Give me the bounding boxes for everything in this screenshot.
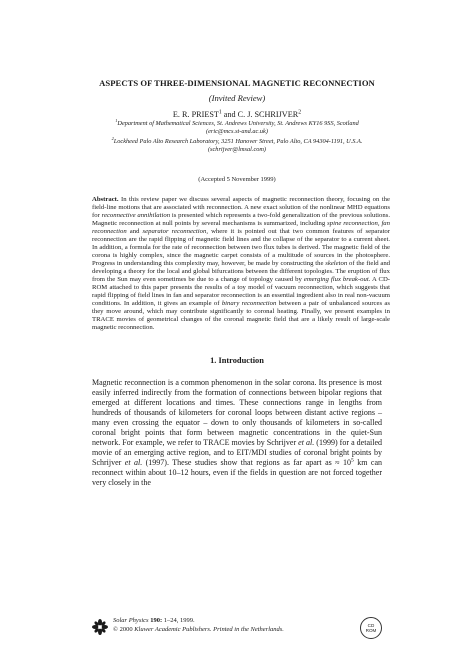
abstract-text: between a pair of unbalanced sources as they move around, which may contribute significantly to coronal heating. Finally, we present examples in TRACE movies of geometrical changes of the coronal magnetic field that are a likely result of large-scale magnetic reconnection. bbox=[92, 300, 391, 331]
publisher-name: Kluwer Academic Publishers. Printed in the Netherlands. bbox=[134, 625, 284, 633]
affiliation-2 bbox=[0, 135, 474, 146]
abstract-text: is presented which represents a two-fold generalization of the previous solutions. Magnetic reconnection at null points by several mechanisms is summarized, including bbox=[92, 212, 390, 227]
body-text: (1997). These studies show that regions as far apart as ≈ 10 bbox=[142, 458, 351, 467]
publication-info bbox=[113, 617, 284, 634]
abstract-text: . A CD-ROM attached to this paper presents the results of a toy model of vacuum reconnection, which suggests that rapid flipping of field lines in fan and separator reconnection is an essential ingredient also in real non-vacuum conditions. In addition, it gives an example of bbox=[92, 276, 390, 307]
abstract-label: Abstract. bbox=[92, 196, 119, 203]
exponent: 5 bbox=[351, 457, 354, 464]
affiliation-text: Department of Mathematical Sciences, St. Andrews University, St. Andrews KY16 9SS, Scotland bbox=[117, 120, 359, 127]
abstract-emphasis: separator reconnection bbox=[142, 228, 207, 235]
abstract-text: and bbox=[126, 228, 143, 235]
body-text: km can reconnect within about 10–12 hours, even if the fields in question are not forced together very closely in the bbox=[92, 458, 382, 487]
abstract-text: In this review paper we discuss several aspects of magnetic reconnection theory, focusing on the field-line motions that are associated with reconnection. A new exact solution of the nonlinear MHD equations for bbox=[92, 196, 390, 219]
abstract-emphasis: reconnective annihilation bbox=[101, 212, 171, 219]
cd-rom-badge-icon bbox=[360, 617, 382, 639]
affiliation-2-email: (schrijver@lmsal.com) bbox=[207, 146, 267, 153]
abstract-text: , where it is pointed out that two common features of separator reconnection are the rapid flipping of magnetic field lines and the collapse of the separator to a current sheet. In addition, a formula for the rate of reconnection between two flux tubes is derived. The magnetic field of the corona is highly complex, since the magnetic carpet consists of a multitude of sources in the photosphere. Progress in understanding this complexity may, however, be made by constructing the bbox=[92, 228, 390, 267]
paper-subtitle: (Invited Review) bbox=[208, 93, 266, 103]
body-text: Magnetic reconnection is a common phenomenon in the solar corona. Its presence is most easily inferred indirectly from the formation of connections between bipolar regions that emerged at different locations and times. These connections range in lengths from hundreds of thousands of kilometers for coronal loops between distant active regions – many even crossing the equator – down to only thousands of kilometers in so-called coronal bright points that form between magnetic concentrations in the quiet-Sun network. For example, we refer to TRACE movies by Schrijver bbox=[92, 378, 382, 447]
kluwer-flower-logo-icon bbox=[92, 619, 108, 635]
journal-pages: 1–24, 1999. bbox=[163, 617, 195, 624]
affiliation-1 bbox=[0, 117, 474, 128]
copyright-year: © 2000 bbox=[113, 625, 135, 633]
accepted-date: (Accepted 5 November 1999) bbox=[198, 176, 276, 183]
cd-rom-badge-line: ROM bbox=[365, 628, 377, 634]
journal-citation bbox=[113, 617, 284, 626]
body-emphasis: et al. bbox=[298, 438, 315, 447]
paper-title: ASPECTS OF THREE-DIMENSIONAL MAGNETIC RECONNECTION bbox=[99, 78, 375, 88]
abstract bbox=[92, 196, 390, 332]
abstract-emphasis: skeleton bbox=[325, 260, 348, 267]
journal-volume: 190: bbox=[148, 617, 164, 624]
affiliation-marker: 2 bbox=[111, 135, 114, 141]
affiliation-marker: 1 bbox=[115, 117, 118, 123]
author-name: C. J. SCHRIJVER bbox=[237, 110, 299, 119]
body-paragraph bbox=[92, 378, 382, 488]
body-emphasis: et al. bbox=[124, 458, 143, 467]
affiliation-1-email: (eric@mcs.st-and.ac.uk) bbox=[206, 128, 268, 135]
section-heading: 1. Introduction bbox=[210, 356, 264, 365]
author-line bbox=[0, 110, 474, 119]
cd-rom-badge-line: CD bbox=[367, 623, 375, 628]
abstract-emphasis: emerging flux break-out bbox=[303, 276, 369, 283]
author-separator: and bbox=[221, 110, 238, 119]
affiliation-marker: 1 bbox=[218, 109, 222, 116]
body-text: (1999) for a detailed movie of an emerging active region, and to EIT/MDI studies of coronal bright points by Schrijver bbox=[92, 438, 382, 467]
author-name: E. R. PRIEST bbox=[172, 110, 219, 119]
abstract-emphasis: binary reconnection bbox=[221, 300, 277, 307]
copyright-line bbox=[113, 626, 284, 635]
journal-name: Solar Physics bbox=[113, 617, 149, 624]
abstract-text: of the field and developing a theory for the local and global bifurcations between the different topologies. The eruption of flux from the Sun may even sometimes be due to a change of topology caused by bbox=[92, 260, 391, 283]
abstract-emphasis: spine reconnection, fan reconnection bbox=[92, 220, 390, 235]
page-footer bbox=[92, 617, 390, 649]
affiliation-marker: 2 bbox=[298, 109, 302, 116]
affiliation-text: Lockheed Palo Alto Research Laboratory, 3251 Hanover Street, Palo Alto, CA 94304-1191, U.S.A. bbox=[113, 138, 363, 145]
